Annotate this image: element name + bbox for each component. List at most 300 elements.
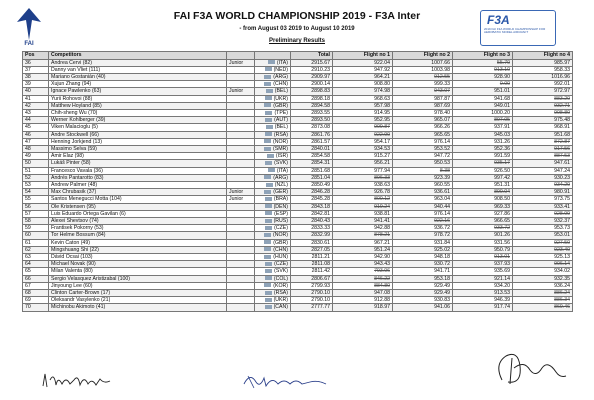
flight-score-cell: 945.03: [453, 131, 513, 138]
competitor-cell: Michael Novak (90): [49, 261, 227, 268]
country-cell: [255, 66, 291, 73]
competitor-cell: Yurii Rohovoi (88): [49, 95, 227, 102]
flight-score-cell: 922.16: [393, 217, 453, 224]
position-cell: 69: [23, 297, 49, 304]
position-cell: 65: [23, 268, 49, 275]
position-cell: 57: [23, 210, 49, 217]
flight-score-cell: 933.72: [453, 225, 513, 232]
flight-score-cell: 931.84: [393, 239, 453, 246]
competitor-cell: Massimo Selva (59): [49, 145, 227, 152]
flight-score-cell: 947.24: [513, 167, 573, 174]
country-cell: [255, 239, 291, 246]
flight-score-cell: 948.18: [393, 253, 453, 260]
country-cell: [255, 124, 291, 131]
flag-icon: [266, 125, 273, 129]
total-cell: 2893.55: [291, 109, 333, 116]
position-cell: 59: [23, 225, 49, 232]
competitor-cell: Kevin Caton (49): [49, 239, 227, 246]
position-cell: 38: [23, 73, 49, 80]
total-cell: 2833.33: [291, 225, 333, 232]
table-row: [23, 153, 573, 160]
category-cell: [227, 124, 255, 131]
flight-score-cell: 925.13: [513, 253, 573, 260]
competitor-cell: Max Chrubasik (37): [49, 189, 227, 196]
country-cell: [255, 95, 291, 102]
position-cell: 37: [23, 66, 49, 73]
flag-icon: [264, 247, 271, 251]
position-cell: 45: [23, 124, 49, 131]
flight-score-cell: 937.91: [453, 124, 513, 131]
flight-score-cell: 947.61: [513, 160, 573, 167]
table-header: [23, 52, 573, 60]
country-code: (ITA): [276, 167, 288, 174]
category-cell: [227, 174, 255, 181]
total-cell: 2843.18: [291, 203, 333, 210]
country-code: (NOR): [273, 138, 288, 145]
flag-icon: [265, 262, 272, 266]
country-cell: [255, 174, 291, 181]
position-cell: 41: [23, 95, 49, 102]
competitor-cell: Oleksandr Vasylenko (21): [49, 297, 227, 304]
country-cell: [255, 189, 291, 196]
position-cell: 48: [23, 145, 49, 152]
category-cell: [227, 102, 255, 109]
flight-score-cell: 938.81: [333, 210, 393, 217]
category-cell: [227, 290, 255, 297]
table-row: [23, 73, 573, 80]
category-cell: [227, 160, 255, 167]
competitor-cell: Lukáš Pinter (58): [49, 160, 227, 167]
country-code: (BRA): [273, 196, 288, 203]
column-header: Flight no 1: [333, 52, 393, 60]
category-cell: [227, 66, 255, 73]
table-row: [23, 88, 573, 95]
category-cell: [227, 268, 255, 275]
flight-score-cell: 976.14: [393, 210, 453, 217]
category-cell: [227, 217, 255, 224]
country-code: (UKR): [273, 297, 288, 304]
table-row: [23, 290, 573, 297]
flight-score-cell: 976.14: [393, 138, 453, 145]
flight-score-cell: 932.71: [513, 102, 573, 109]
total-cell: 2842.81: [291, 210, 333, 217]
flight-score-cell: 941.71: [393, 268, 453, 275]
total-cell: 2806.67: [291, 275, 333, 282]
flight-score-cell: 934.20: [513, 181, 573, 188]
flight-score-cell: 953.18: [393, 275, 453, 282]
column-header: Competitors: [49, 52, 227, 60]
flight-score-cell: 969.33: [453, 203, 513, 210]
flight-score-cell: 896.33: [333, 174, 393, 181]
competitor-cell: Matthew Hoyland (85): [49, 102, 227, 109]
total-cell: 2851.04: [291, 174, 333, 181]
competitor-cell: Mariano Gostanián (40): [49, 73, 227, 80]
flight-score-cell: 890.04: [453, 189, 513, 196]
flight-score-cell: 930.83: [393, 297, 453, 304]
country-cell: [255, 210, 291, 217]
flight-score-cell: 936.61: [393, 189, 453, 196]
position-cell: 44: [23, 117, 49, 124]
flight-score-cell: 886.34: [513, 297, 573, 304]
competitor-cell: Alexei Shevtsov (74): [49, 217, 227, 224]
country-code: (ISR): [275, 153, 288, 160]
flight-score-cell: 935.69: [453, 268, 513, 275]
category-cell: [227, 210, 255, 217]
category-cell: [227, 261, 255, 268]
flight-score-cell: 912.55: [393, 73, 453, 80]
category-cell: [227, 81, 255, 88]
position-cell: 40: [23, 88, 49, 95]
competitor-cell: Frantisek Pokorny (53): [49, 225, 227, 232]
flight-score-cell: 968.91: [513, 124, 573, 131]
competitor-cell: Tor Helme Bossum (84): [49, 232, 227, 239]
flight-score-cell: 929.49: [393, 282, 453, 289]
flight-score-cell: 908.80: [513, 109, 573, 116]
country-cell: [255, 81, 291, 88]
total-cell: 2894.58: [291, 102, 333, 109]
total-cell: 2910.23: [291, 66, 333, 73]
championship-logo: [480, 10, 556, 46]
competitor-cell: Clinton Carter-Brown (17): [49, 290, 227, 297]
position-cell: 50: [23, 160, 49, 167]
flag-icon: [265, 161, 272, 165]
competitor-cell: Santos Menegucci Motta (104): [49, 196, 227, 203]
flight-score-cell: 997.42: [453, 174, 513, 181]
position-cell: 36: [23, 59, 49, 66]
total-cell: 2845.28: [291, 196, 333, 203]
country-code: (SVK): [274, 160, 288, 167]
table-row: [23, 138, 573, 145]
table-row: [23, 189, 573, 196]
flight-score-cell: 908.50: [453, 196, 513, 203]
flight-score-cell: 953.01: [513, 232, 573, 239]
flight-score-cell: 951.24: [333, 246, 393, 253]
flight-score-cell: 940.44: [393, 203, 453, 210]
category-cell: [227, 297, 255, 304]
total-cell: 2898.18: [291, 95, 333, 102]
category-cell: [227, 282, 255, 289]
flight-score-cell: 927.86: [453, 210, 513, 217]
flight-score-cell: 965.65: [393, 131, 453, 138]
flight-score-cell: 918.97: [333, 304, 393, 311]
table-row: [23, 117, 573, 124]
table-row: [23, 59, 573, 66]
table-row: [23, 109, 573, 116]
flight-score-cell: 912.88: [333, 297, 393, 304]
total-cell: 2777.77: [291, 304, 333, 311]
flight-score-cell: 965.07: [393, 117, 453, 124]
table-row: [23, 203, 573, 210]
category-cell: [227, 225, 255, 232]
flag-icon: [265, 132, 272, 136]
country-cell: [255, 217, 291, 224]
total-cell: 2861.76: [291, 131, 333, 138]
country-cell: [255, 109, 291, 116]
table-row: [23, 66, 573, 73]
category-cell: [227, 181, 255, 188]
flight-score-cell: 978.40: [393, 109, 453, 116]
flight-score-cell: 886.24: [513, 290, 573, 297]
flight-score-cell: 952.95: [333, 117, 393, 124]
flight-score-cell: 951.68: [513, 131, 573, 138]
flight-score-cell: 913.01: [453, 253, 513, 260]
flight-score-cell: 922.90: [333, 131, 393, 138]
category-cell: [227, 109, 255, 116]
flight-score-cell: 793.96: [333, 268, 393, 275]
country-code: (RUS): [273, 217, 288, 224]
flight-score-cell: 0.00: [453, 81, 513, 88]
flight-score-cell: 966.65: [453, 217, 513, 224]
flight-score-cell: 951.01: [453, 88, 513, 95]
competitor-cell: Chih-sheng Wu (70): [49, 109, 227, 116]
table-row: [23, 297, 573, 304]
flight-score-cell: 947.08: [333, 290, 393, 297]
flight-score-cell: 937.93: [453, 261, 513, 268]
flight-score-cell: 936.72: [393, 225, 453, 232]
total-cell: 2915.67: [291, 59, 333, 66]
flight-score-cell: 878.21: [333, 232, 393, 239]
table-row: [23, 102, 573, 109]
total-cell: 2799.93: [291, 282, 333, 289]
category-cell: [227, 131, 255, 138]
flag-icon: [265, 96, 272, 100]
flight-score-cell: 926.78: [333, 189, 393, 196]
total-cell: 2854.31: [291, 160, 333, 167]
event-dates: - from August 03 2019 to August 10 2019: [239, 26, 355, 32]
flight-score-cell: 947.72: [393, 153, 453, 160]
page-title: FAI F3A WORLD CHAMPIONSHIP 2019 - F3A Inter: [173, 10, 421, 22]
flight-score-cell: 919.24: [333, 203, 393, 210]
competitor-cell: Viken Malacioglu (5): [49, 124, 227, 131]
country-cell: [255, 102, 291, 109]
table-row: [23, 131, 573, 138]
country-cell: [255, 253, 291, 260]
country-code: (ARG): [273, 73, 288, 80]
flight-score-cell: 921.14: [453, 275, 513, 282]
country-code: (NED): [273, 66, 288, 73]
category-cell: [227, 275, 255, 282]
flag-icon: [264, 103, 271, 107]
flight-score-cell: 934.53: [333, 145, 393, 152]
country-code: (CAN): [273, 304, 288, 311]
position-cell: 52: [23, 174, 49, 181]
column-header: Flight no 2: [393, 52, 453, 60]
country-code: (CZE): [274, 261, 288, 268]
flag-icon: [265, 219, 272, 223]
competitor-cell: Werner Kohlberger (39): [49, 117, 227, 124]
country-cell: [255, 59, 291, 66]
table-row: [23, 275, 573, 282]
flag-icon: [264, 147, 271, 151]
flight-score-cell: 55.70: [453, 59, 513, 66]
flag-icon: [265, 305, 272, 309]
table-row: [23, 217, 573, 224]
competitor-cell: Dávid Ocsai (103): [49, 253, 227, 260]
flight-score-cell: 938.63: [333, 181, 393, 188]
country-code: (KOR): [273, 282, 288, 289]
flight-score-cell: 985.97: [513, 59, 573, 66]
total-cell: 2832.99: [291, 232, 333, 239]
country-code: (NOR): [273, 232, 288, 239]
category-cell: [227, 153, 255, 160]
flight-score-cell: 931.26: [453, 138, 513, 145]
column-header: [255, 52, 291, 60]
flight-score-cell: 883.20: [513, 95, 573, 102]
competitor-cell: Andre Stockwell (66): [49, 131, 227, 138]
flag-icon: [265, 118, 272, 122]
country-code: (BEL): [274, 88, 288, 95]
table-row: [23, 239, 573, 246]
position-cell: 39: [23, 81, 49, 88]
position-cell: 67: [23, 282, 49, 289]
flight-score-cell: 1007.66: [393, 59, 453, 66]
flight-score-cell: 800.12: [333, 196, 393, 203]
flag-icon: [264, 75, 271, 79]
category-cell: [227, 304, 255, 311]
flight-score-cell: 999.33: [393, 81, 453, 88]
flight-score-cell: 953.73: [513, 225, 573, 232]
flight-score-cell: 887.53: [513, 153, 573, 160]
flight-score-cell: 977.94: [333, 167, 393, 174]
flight-score-cell: 931.56: [453, 239, 513, 246]
position-cell: 53: [23, 181, 49, 188]
flight-score-cell: 936.24: [513, 282, 573, 289]
country-cell: [255, 160, 291, 167]
country-code: (COL): [273, 275, 288, 282]
column-header: Pos: [23, 52, 49, 60]
table-row: [23, 145, 573, 152]
competitor-cell: Amir Elaz (98): [49, 153, 227, 160]
flight-score-cell: 925.02: [393, 246, 453, 253]
flight-score-cell: 917.56: [513, 145, 573, 152]
table-row: [23, 246, 573, 253]
flag-icon: [264, 190, 271, 194]
flight-score-cell: 846.22: [333, 275, 393, 282]
flag-icon: [266, 183, 273, 187]
category-cell: [227, 138, 255, 145]
flight-score-cell: 927.50: [513, 239, 573, 246]
flag-icon: [265, 67, 272, 71]
competitor-cell: Xujun Zhang (94): [49, 81, 227, 88]
total-cell: 2790.10: [291, 297, 333, 304]
flag-icon: [267, 154, 274, 158]
category-cell: [227, 145, 255, 152]
table-row: [23, 261, 573, 268]
position-cell: 55: [23, 196, 49, 203]
position-cell: 61: [23, 239, 49, 246]
competitor-cell: Luis Eduardo Ortega Gavilan (6): [49, 210, 227, 217]
flight-score-cell: 922.04: [333, 59, 393, 66]
flight-score-cell: 923.40: [513, 246, 573, 253]
table-row: [23, 282, 573, 289]
competitor-cell: Jinyoung Lee (60): [49, 282, 227, 289]
flag-icon: [265, 291, 272, 295]
total-cell: 2893.50: [291, 117, 333, 124]
total-cell: 2900.14: [291, 81, 333, 88]
column-header: Flight no 4: [513, 52, 573, 60]
total-cell: 2854.58: [291, 153, 333, 160]
flight-score-cell: 941.68: [453, 95, 513, 102]
country-code: (TPE): [274, 109, 288, 116]
flight-score-cell: 930.23: [513, 174, 573, 181]
position-cell: 43: [23, 109, 49, 116]
signature-3: [490, 350, 570, 390]
flight-score-cell: 957.98: [333, 102, 393, 109]
country-cell: [255, 117, 291, 124]
flight-score-cell: 980.91: [513, 189, 573, 196]
flight-score-cell: 952.36: [453, 145, 513, 152]
flight-score-cell: 901.26: [453, 232, 513, 239]
table-row: [23, 268, 573, 275]
table-row: [23, 167, 573, 174]
country-code: (ARG): [273, 174, 288, 181]
country-cell: [255, 73, 291, 80]
table-row: [23, 304, 573, 311]
country-cell: [255, 167, 291, 174]
flag-icon: [268, 168, 275, 172]
total-cell: 2898.83: [291, 88, 333, 95]
country-code: (SVK): [274, 268, 288, 275]
country-cell: [255, 131, 291, 138]
flight-score-cell: 913.10: [453, 66, 513, 73]
position-cell: 64: [23, 261, 49, 268]
category-cell: Junior: [227, 189, 255, 196]
signature-2: [240, 370, 330, 392]
flight-score-cell: 963.04: [393, 196, 453, 203]
competitor-cell: Ignace Pawlenko (63): [49, 88, 227, 95]
table-row: [23, 232, 573, 239]
flight-score-cell: 964.21: [333, 73, 393, 80]
country-cell: [255, 232, 291, 239]
country-cell: [255, 138, 291, 145]
total-cell: 2811.42: [291, 268, 333, 275]
column-header: [227, 52, 255, 60]
flag-icon: [264, 240, 271, 244]
competitor-cell: Ole Kristensen (95): [49, 203, 227, 210]
flight-score-cell: 897.05: [453, 117, 513, 124]
country-code: (SMR): [273, 145, 288, 152]
flight-score-cell: 954.17: [333, 138, 393, 145]
flight-score-cell: 909.87: [333, 124, 393, 131]
country-cell: [255, 282, 291, 289]
flight-score-cell: 942.88: [333, 225, 393, 232]
total-cell: 2840.01: [291, 145, 333, 152]
total-cell: 2811.08: [291, 261, 333, 268]
flag-icon: [264, 175, 271, 179]
flight-score-cell: 953.52: [393, 145, 453, 152]
flag-icon: [264, 82, 271, 86]
country-code: (NZL): [274, 181, 288, 188]
flight-score-cell: 943.07: [393, 88, 453, 95]
flight-score-cell: 930.72: [393, 261, 453, 268]
country-code: (CHN): [273, 246, 288, 253]
total-cell: 2873.08: [291, 124, 333, 131]
flight-score-cell: 915.27: [333, 153, 393, 160]
category-cell: [227, 246, 255, 253]
country-cell: [255, 290, 291, 297]
flag-icon: [264, 233, 271, 237]
flight-score-cell: 1003.98: [393, 66, 453, 73]
position-cell: 63: [23, 253, 49, 260]
flight-score-cell: 932.37: [513, 217, 573, 224]
flight-score-cell: 942.90: [333, 253, 393, 260]
total-cell: 2840.43: [291, 217, 333, 224]
flight-score-cell: 1016.96: [513, 73, 573, 80]
flight-score-cell: 933.41: [513, 203, 573, 210]
flag-icon: [264, 283, 271, 287]
flag-icon: [265, 269, 272, 273]
category-cell: [227, 167, 255, 174]
